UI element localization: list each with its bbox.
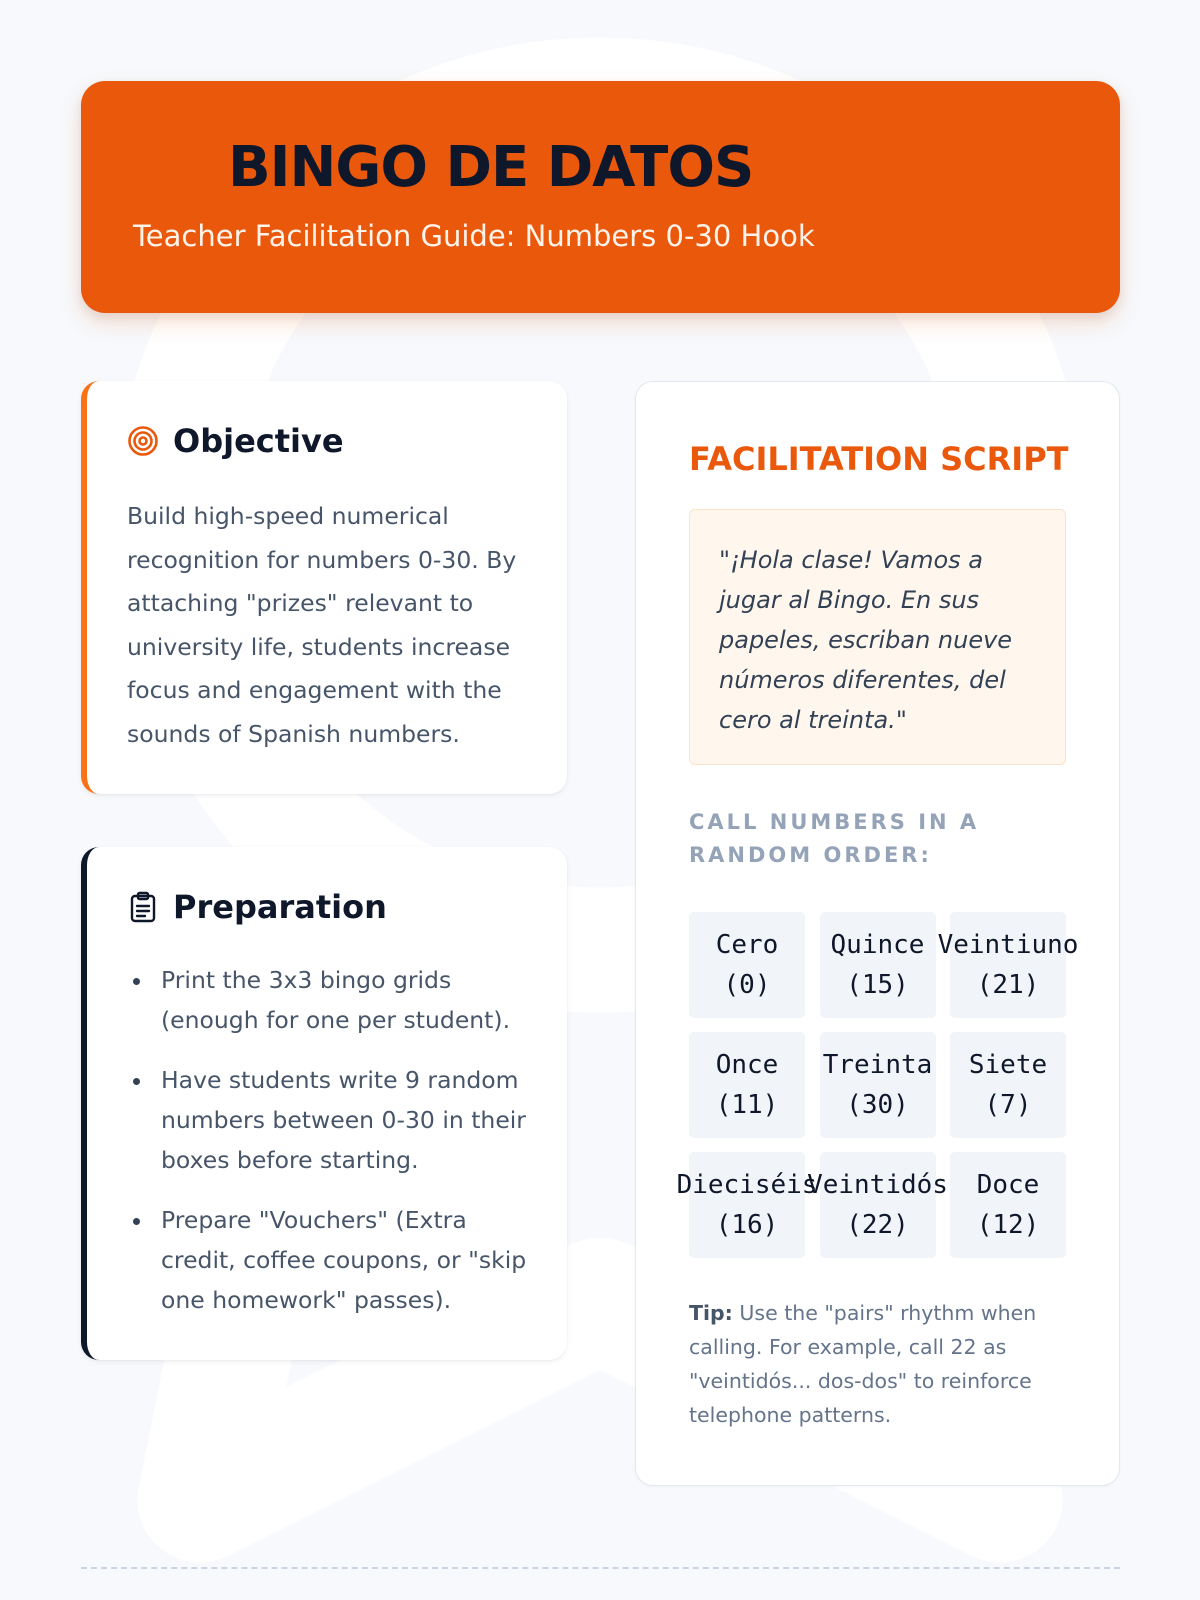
number-cell xyxy=(689,912,805,1018)
script-tip xyxy=(689,1296,1059,1432)
number-grid xyxy=(676,912,1079,1258)
list-item: Prepare "Vouchers" (Extra credit, coffee coupons, or "skip one homework" passes). xyxy=(127,1200,537,1320)
number-word: Cero xyxy=(715,930,779,960)
number-word: Veintiuno xyxy=(937,930,1079,960)
number-cell xyxy=(820,912,936,1018)
script-heading: FACILITATION SCRIPT xyxy=(689,440,1069,478)
number-word: Quince xyxy=(830,930,925,960)
number-value: (15) xyxy=(846,970,909,1000)
number-value: (22) xyxy=(846,1210,909,1240)
section-divider xyxy=(81,1567,1120,1569)
number-cell xyxy=(950,1152,1066,1258)
tip-label: Tip: xyxy=(689,1301,733,1325)
number-value: (12) xyxy=(976,1210,1040,1240)
number-cell xyxy=(676,1152,818,1258)
page-title: BINGO DE DATOS xyxy=(228,135,754,200)
number-cell xyxy=(820,1032,936,1138)
number-word: Dieciséis xyxy=(676,1170,818,1200)
number-value: (11) xyxy=(715,1090,779,1120)
script-quote-box xyxy=(689,509,1066,765)
call-numbers-label: CALL NUMBERS IN A RANDOM ORDER: xyxy=(689,810,980,867)
number-word: Doce xyxy=(976,1170,1040,1200)
script-quote: "¡Hola clase! Vamos a jugar al Bingo. En sus papeles, escriban nueve números diferentes, del cero al treinta." xyxy=(719,546,1013,734)
tip-text: Use the "pairs" rhythm when calling. For example, call 22 as "veintidós... dos-dos" to reinforce telephone patterns. xyxy=(689,1301,1037,1427)
number-word: Veintidós xyxy=(807,1170,948,1200)
objective-heading xyxy=(127,422,344,460)
number-cell xyxy=(689,1032,805,1138)
number-word: Siete xyxy=(968,1050,1048,1080)
target-icon xyxy=(127,425,159,457)
preparation-list xyxy=(127,960,537,1340)
number-cell xyxy=(950,1032,1066,1138)
objective-heading-label: Objective xyxy=(173,422,344,460)
page-subtitle: Teacher Facilitation Guide: Numbers 0-30 Hook xyxy=(133,219,815,253)
list-item: Print the 3x3 bingo grids (enough for one per student). xyxy=(127,960,537,1040)
clipboard-icon xyxy=(127,891,159,923)
number-value: (7) xyxy=(984,1090,1032,1120)
preparation-heading-label: Preparation xyxy=(173,888,387,926)
number-cell xyxy=(937,912,1079,1018)
number-value: (0) xyxy=(723,970,771,1000)
number-value: (16) xyxy=(715,1210,779,1240)
number-value: (21) xyxy=(976,970,1040,1000)
number-cell xyxy=(807,1152,948,1258)
number-word: Once xyxy=(715,1050,779,1080)
number-word: Treinta xyxy=(822,1050,933,1080)
preparation-heading xyxy=(127,888,387,926)
list-item: Have students write 9 random numbers between 0-30 in their boxes before starting. xyxy=(127,1060,537,1180)
number-value: (30) xyxy=(846,1090,909,1120)
objective-body: Build high-speed numerical recognition for numbers 0-30. By attaching "prizes" relevant to university life, students increase focus and engagement with the sounds of Spanish numbers. xyxy=(127,502,517,748)
